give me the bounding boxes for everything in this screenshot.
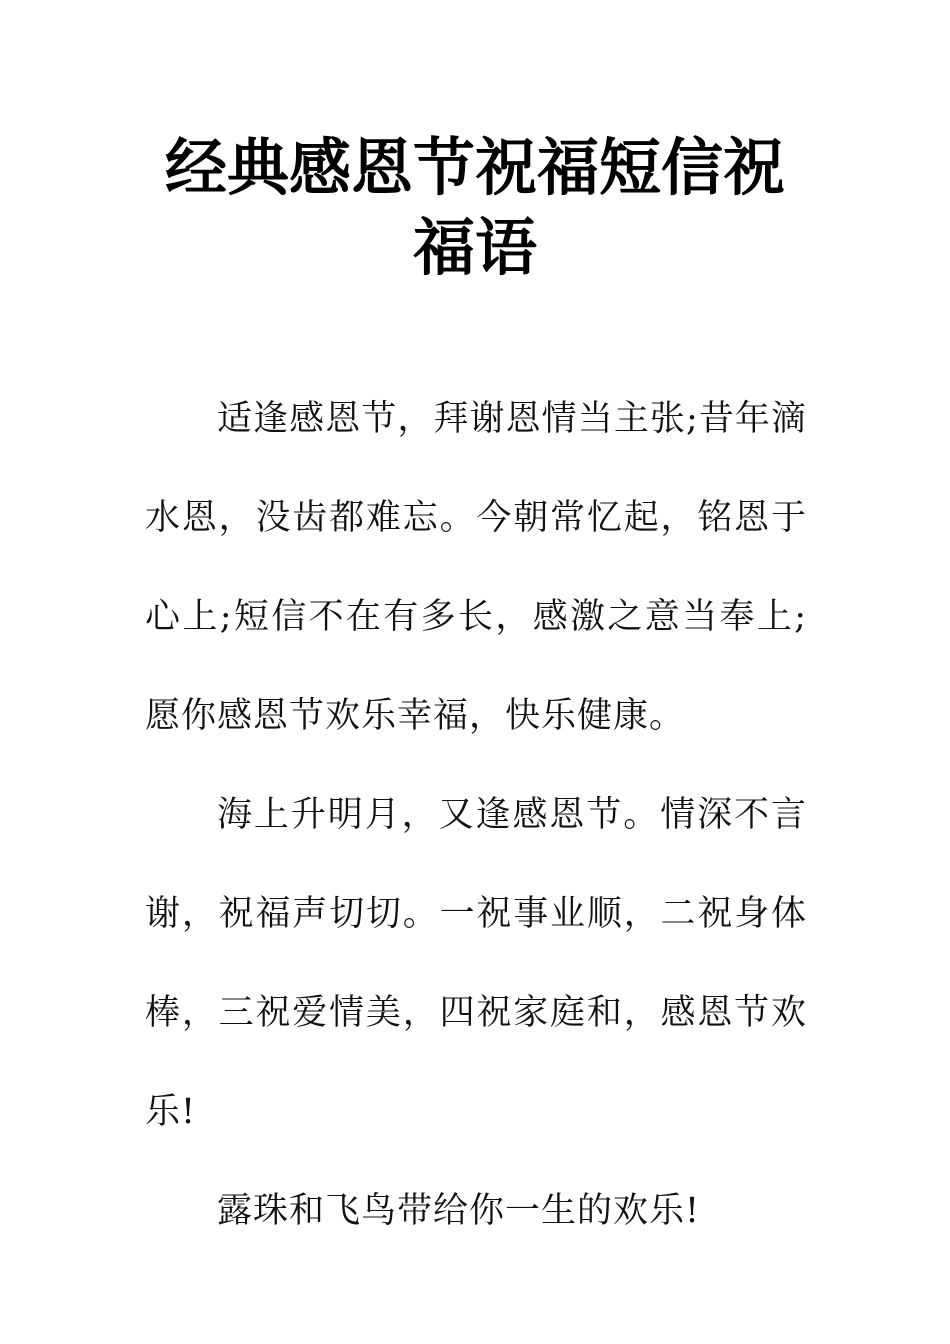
document-body [145, 370, 807, 1261]
paragraph-2: 海上升明月，又逢感恩节。情深不言谢，祝福声切切。一祝事业顺，二祝身体棒，三祝爱情美，四祝家庭和，感恩节欢乐! [145, 795, 807, 1132]
paragraph-3: 露珠和飞鸟带给你一生的欢乐! [217, 1191, 701, 1231]
paragraph-1: 适逢感恩节，拜谢恩情当主张;昔年滴水恩，没齿都难忘。今朝常忆起，铭恩于心上;短信不在有多长，感激之意当奉上;愿你感恩节欢乐幸福，快乐健康。 [145, 399, 807, 736]
document-title: 经典感恩节祝福短信祝福语 [164, 131, 785, 284]
